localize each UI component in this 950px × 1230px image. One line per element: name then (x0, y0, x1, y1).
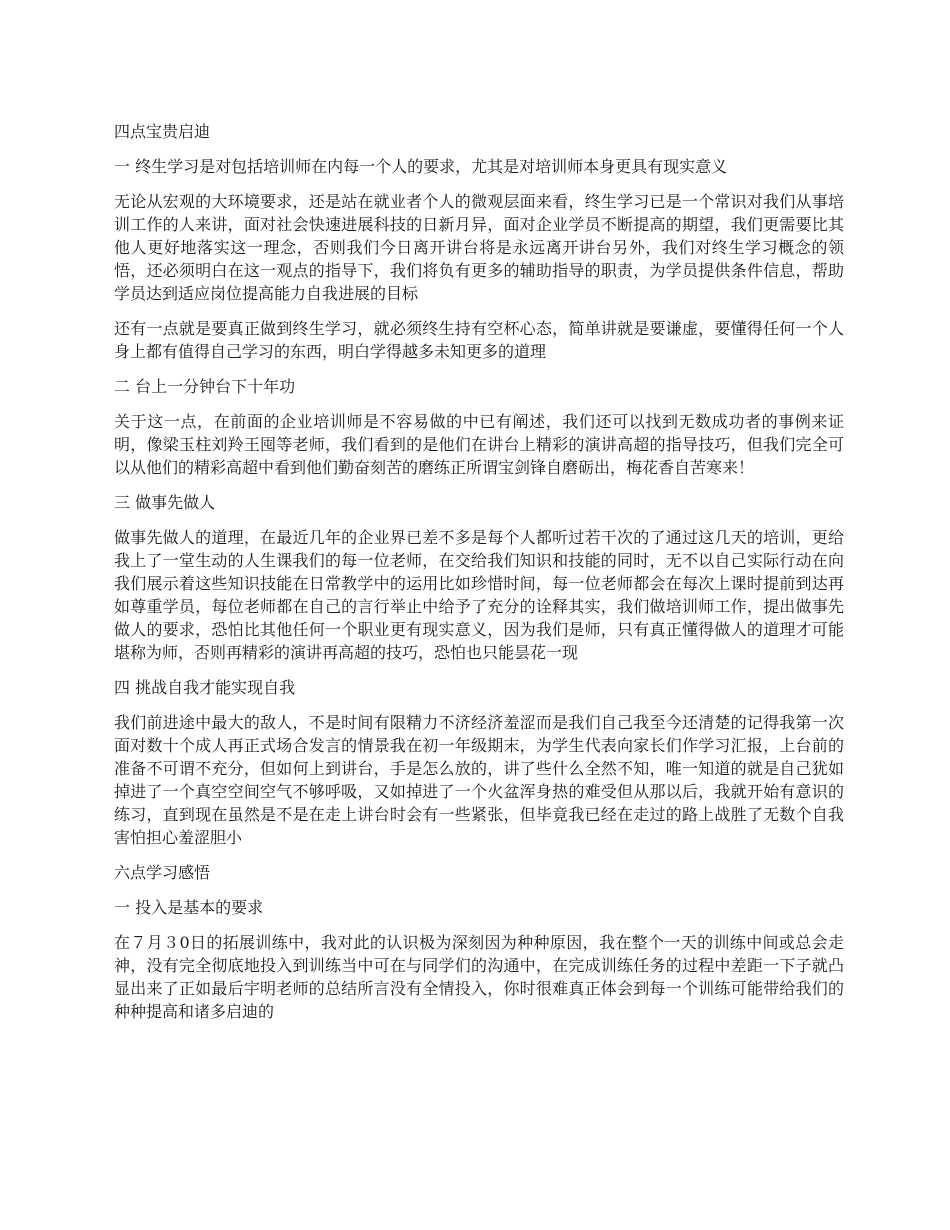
body-paragraph: 在７月３0日的拓展训练中，我对此的认识极为深刻因为种种原因，我在整个一天的训练中间或总会走神，没有完全彻底地投入到训练当中可在与同学们的沟通中，在完成训练任务的过程中差距一下子就凸显出来了正如最后宇明老师的总结所言没有全情投入，你时很难真正体会到每一个训练可能带给我们的种种提高和诸多启迪的 (114, 933, 844, 1021)
document-body (114, 120, 844, 1035)
subheading: 一 投入是基本的要求 (114, 898, 264, 917)
body-paragraph: 做事先做人的道理，在最近几年的企业界已差不多是每个人都听过若干次的了通过这几天的培训，更给我上了一堂生动的人生课我们的每一位老师，在交给我们知识和技能的同时，无不以自己实际行动在向我们展示着这些知识技能在日常教学中的运用比如珍惜时间，每一位老师都会在每次上课时提前到达再如尊重学员，每位老师都在自己的言行举止中给予了充分的诠释其实，我们做培训师工作，提出做事先做人的要求，恐怕比其他任何一个职业更有现实意义，因为我们是师，只有真正懂得做人的道理才可能堪称为师，否则再精彩的演讲再高超的技巧，恐怕也只能昙花一现 (114, 528, 844, 662)
section-heading: 四点宝贵启迪 (114, 122, 211, 141)
body-paragraph: 无论从宏观的大环境要求，还是站在就业者个人的微观层面来看，终生学习已是一个常识对我们从事培训工作的人来讲，面对社会快速进展科技的日新月异，面对企业学员不断提高的期望，我们更需要比其他人更好地落实这一理念，否则我们今日离开讲台将是永远离开讲台另外，我们对终生学习概念的领悟，还必须明白在这一观点的指导下，我们将负有更多的辅助指导的职责，为学员提供条件信息，帮助学员达到适应岗位提高能力自我进展的目标 (114, 192, 844, 303)
subheading: 三 做事先做人 (114, 493, 216, 512)
subheading: 一 终生学习是对包括培训师在内每一个人的要求，尤其是对培训师本身更具有现实意义 (114, 157, 728, 176)
section-heading: 六点学习感悟 (114, 863, 211, 882)
subheading: 二 台上一分钟台下十年功 (114, 377, 296, 396)
body-paragraph: 我们前进途中最大的敌人，不是时间有限精力不济经济羞涩而是我们自己我至今还清楚的记得我第一次面对数十个成人再正式场合发言的情景我在初一年级期末，为学生代表向家长们作学习汇报，上台前的准备不可谓不充分，但如何上到讲台，手是怎么放的，讲了些什么全然不知，唯一知道的就是自己犹如掉进了一个真空空间空气不够呼吸，又如掉进了一个火盆浑身热的难受但从那以后，我就开始有意识的练习，直到现在虽然是不是在走上讲台时会有一些紧张，但毕竟我已经在走过的路上战胜了无数个自我害怕担心羞涩胆小 (114, 713, 844, 847)
subheading: 四 挑战自我才能实现自我 (114, 678, 296, 697)
body-paragraph: 关于这一点，在前面的企业培训师是不容易做的中已有阐述，我们还可以找到无数成功者的事例来证明，像梁玉柱刘羚王囤等老师，我们看到的是他们在讲台上精彩的演讲高超的指导技巧，但我们完全可以从他们的精彩高超中看到他们勤奋刻苦的磨练正所谓宝剑锋自磨砺出，梅花香自苦寒来！ (114, 412, 844, 477)
body-paragraph: 还有一点就是要真正做到终生学习，就必须终生持有空杯心态，简单讲就是要谦虚，要懂得任何一个人身上都有值得自己学习的东西，明白学得越多未知更多的道理 (114, 319, 844, 361)
